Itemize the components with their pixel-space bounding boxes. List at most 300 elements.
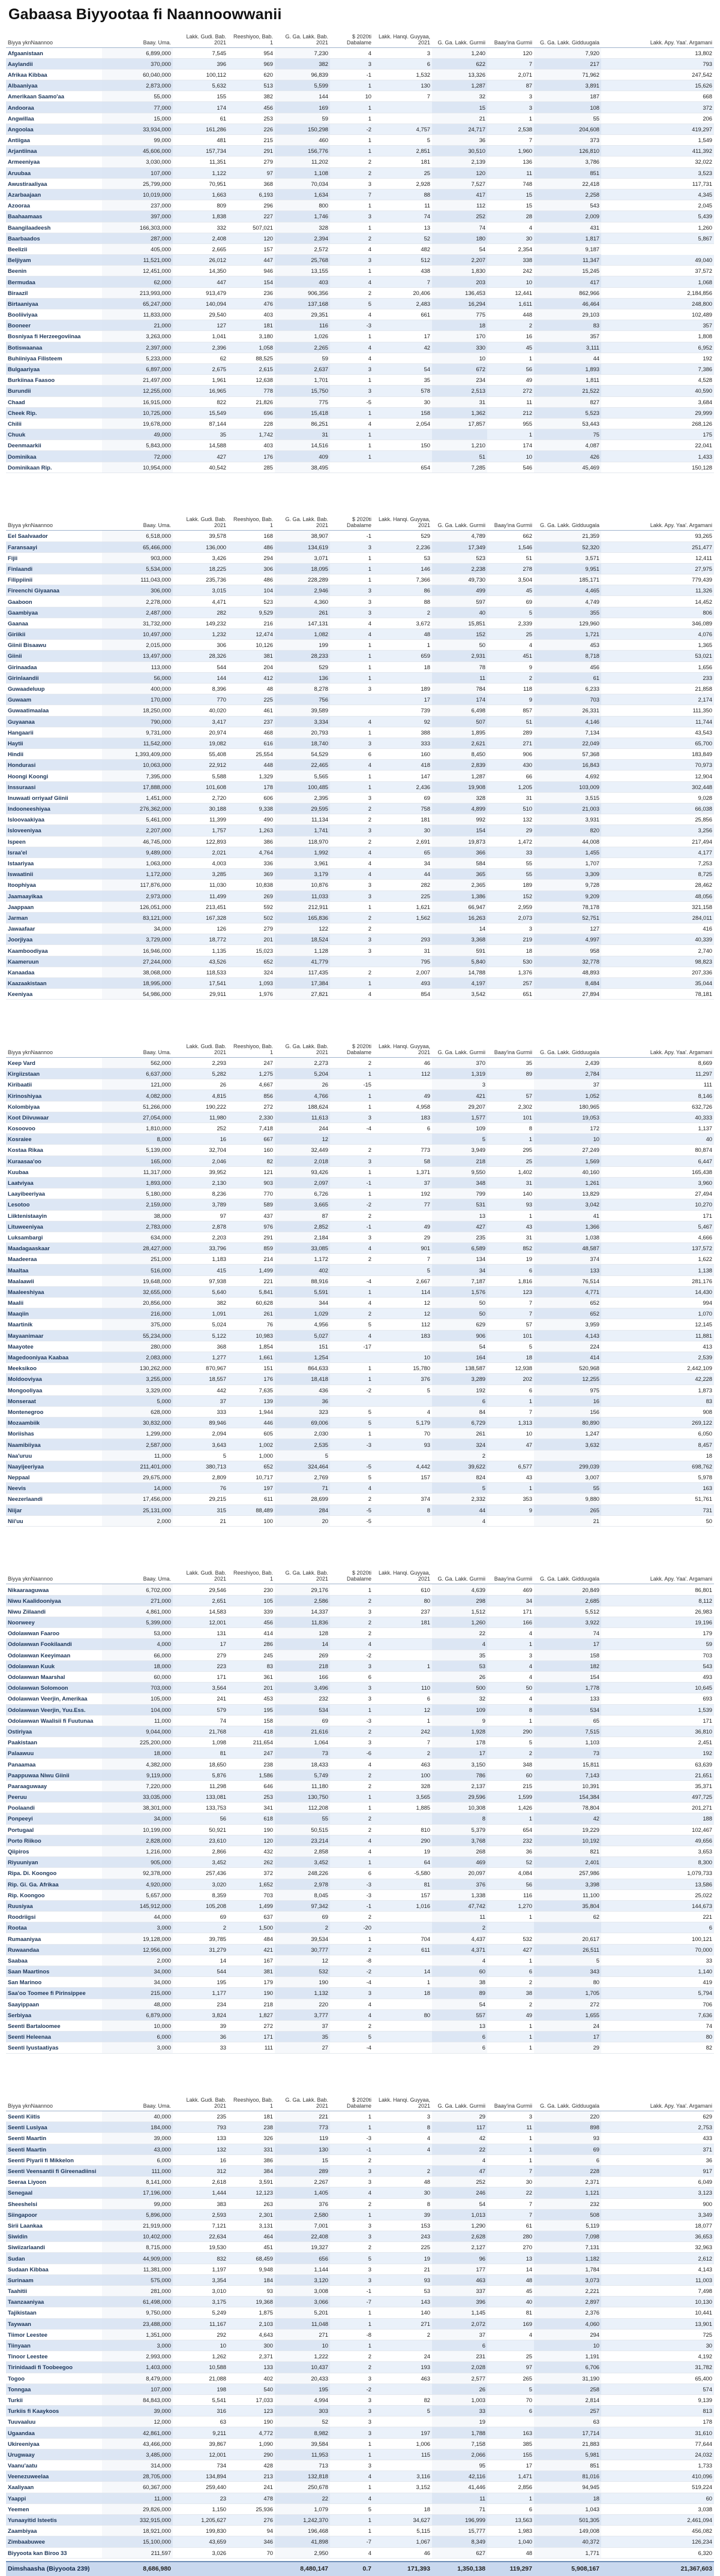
table-cell: 17: [534, 2032, 601, 2042]
table-cell: 3,038: [601, 2503, 714, 2514]
table-cell: 56: [173, 1813, 228, 1824]
table-cell: 5,201: [275, 2307, 330, 2318]
table-cell: 293: [373, 934, 432, 945]
table-cell: 46: [373, 2547, 432, 2558]
table-row: [6, 661, 714, 672]
table-cell: 4,076: [601, 629, 714, 640]
column-header: Lakk. Gudi. Bab. 2021: [173, 1564, 228, 1584]
table-cell: 49: [487, 2009, 534, 2020]
table-cell: 6,726: [275, 1188, 330, 1199]
table-cell: 2,332: [432, 1494, 487, 1504]
table-cell: 7: [487, 135, 534, 146]
table-cell: 1,079: [275, 2503, 330, 2514]
table-cell: 42: [534, 1813, 601, 1824]
table-cell: 126,051,000: [102, 901, 173, 912]
table-cell: 906: [432, 1330, 487, 1341]
table-cell: 1,433: [601, 451, 714, 462]
table-cell: 3,000: [102, 1922, 173, 1933]
table-cell: 47,742: [432, 1900, 487, 1911]
country-name: Keep Vard: [6, 1057, 102, 1068]
table-cell: 4: [330, 716, 373, 727]
country-name: Noorweey: [6, 1617, 102, 1628]
table-cell: 42,861,000: [102, 2427, 173, 2438]
table-cell: 290: [373, 1835, 432, 1846]
table-cell: 20,433: [275, 2373, 330, 2384]
column-header: Lakk. Hanqi. Guyyaa, 2021: [373, 1037, 432, 1057]
table-cell: 1: [487, 1395, 534, 1406]
table-cell: 810: [373, 1824, 432, 1835]
table-cell: 206: [601, 113, 714, 124]
country-name: Odolawwan Veerjin, Amerikaa: [6, 1693, 102, 1704]
table-cell: 10: [373, 1352, 432, 1362]
table-cell: 10,725,000: [102, 407, 173, 418]
table-cell: 52,320: [534, 541, 601, 552]
table-cell: 93: [373, 2274, 432, 2285]
table-cell: 33,085: [275, 1243, 330, 1254]
table-cell: 117,731: [601, 178, 714, 189]
table-cell: 263: [228, 2198, 275, 2209]
table-cell: 1,197: [173, 2264, 228, 2274]
table-cell: -15: [330, 1079, 373, 1090]
table-cell: 38,495: [275, 462, 330, 473]
table-cell: 101,608: [173, 781, 228, 792]
column-header: Baay'ina Gurmii: [487, 1037, 534, 1057]
table-header-row: [6, 27, 714, 47]
column-header: $ 2020ti Dabalame: [330, 510, 373, 531]
table-cell: 64: [373, 1857, 432, 1868]
table-cell: 16,946,000: [102, 945, 173, 956]
table-cell: 195: [173, 1977, 228, 1988]
column-header: $ 2020ti Dabalame: [330, 1037, 373, 1057]
table-cell: 10,588: [173, 2362, 228, 2373]
table-cell: 3: [330, 890, 373, 901]
table-cell: 29: [487, 825, 534, 836]
table-cell: 84,843,000: [102, 2394, 173, 2405]
country-name: Hondurasi: [6, 760, 102, 771]
table-cell: 30: [601, 2340, 714, 2351]
country-name: Paappuwaa Niwu Giinii: [6, 1770, 102, 1780]
table-cell: 18,418: [275, 1374, 330, 1385]
table-cell: 8,479,000: [102, 2373, 173, 2384]
table-cell: 112: [373, 1069, 432, 1079]
table-cell: 45,469: [534, 462, 601, 473]
table-cell: 262: [228, 1857, 275, 1868]
table-cell: 28,233: [275, 651, 330, 661]
table-cell: 5: [330, 1319, 373, 1330]
table-cell: 246: [432, 2187, 487, 2198]
table-row: [6, 2362, 714, 2373]
table-cell: 306,000: [102, 585, 173, 596]
table-row: [6, 1188, 714, 1199]
table-row: [6, 157, 714, 167]
country-name: Gaambiyaa: [6, 607, 102, 618]
table-cell: 3,922: [534, 1617, 601, 1628]
table-cell: 133: [534, 1265, 601, 1275]
column-header: Baay. Uma.: [102, 1037, 173, 1057]
table-cell: 1,242,370: [275, 2514, 330, 2525]
column-header: Baay. Uma.: [102, 1564, 173, 1584]
table-cell: 2: [330, 2351, 373, 2362]
table-cell: 756: [275, 694, 330, 705]
table-cell: 1,512: [432, 1606, 487, 1617]
table-cell: 646: [228, 1780, 275, 1791]
table-cell: 20,617: [534, 1933, 601, 1944]
table-cell: 5,249: [173, 2307, 228, 2318]
table-cell: 372: [228, 1868, 275, 1879]
table-cell: 6: [487, 2406, 534, 2416]
table-cell: [373, 2042, 432, 2053]
country-name: Seenti Bartaloomee: [6, 2020, 102, 2031]
table-cell: 11,351: [173, 157, 228, 167]
column-header: Lakk. Apy. Yaa'. Argamani: [601, 2091, 714, 2111]
country-name: Aruubaa: [6, 167, 102, 178]
table-cell: 1,393,409,000: [102, 749, 173, 760]
table-cell: 70: [373, 1428, 432, 1439]
table-cell: 227: [228, 211, 275, 222]
table-cell: 1,788: [432, 2427, 487, 2438]
column-header: G. Ga. Lakk. Bab. 2021: [275, 27, 330, 47]
table-cell: 154: [534, 1671, 601, 1682]
table-cell: 1: [330, 1166, 373, 1177]
table-cell: 13,497,000: [102, 651, 173, 661]
country-name: Maaleeshiyaa: [6, 1286, 102, 1297]
table-row: [6, 1660, 714, 1671]
total-value: 8,686,980: [102, 2562, 173, 2576]
table-cell: 4,082,000: [102, 1090, 173, 1101]
table-row: [6, 1584, 714, 1595]
country-name: Vaanu'aatu: [6, 2460, 102, 2471]
table-cell: 155: [487, 2449, 534, 2460]
country-name: Jaamaayikaa: [6, 890, 102, 901]
table-cell: 112: [373, 1319, 432, 1330]
table-cell: 1,063,000: [102, 857, 173, 868]
table-cell: 39,867: [173, 2438, 228, 2449]
table-cell: 60: [432, 1966, 487, 1977]
table-cell: 53,443: [534, 418, 601, 429]
country-name: Kaazaakistaan: [6, 978, 102, 989]
table-cell: 2,066: [432, 2449, 487, 2460]
table-cell: 11,298: [173, 1780, 228, 1791]
table-row: [6, 640, 714, 651]
table-cell: 2,436: [373, 781, 432, 792]
table-cell: 218: [432, 1155, 487, 1166]
table-row: [6, 1308, 714, 1319]
column-header: G. Ga. Lakk. Gurmii: [432, 27, 487, 47]
table-cell: 4,749: [534, 596, 601, 607]
table-row: [6, 1835, 714, 1846]
table-cell: 5,439: [601, 211, 714, 222]
table-cell: 284,011: [601, 912, 714, 923]
table-cell: 1,091: [173, 1308, 228, 1319]
table-cell: 4,345: [601, 189, 714, 200]
table-cell: 4,000: [102, 1639, 173, 1650]
country-name: Taanzaaniyaa: [6, 2297, 102, 2307]
table-cell: 30: [373, 2187, 432, 2198]
table-row: [6, 2547, 714, 2558]
table-cell: 14,337: [275, 1606, 330, 1617]
table-cell: 606: [228, 792, 275, 803]
table-cell: 37,572: [601, 266, 714, 276]
table-cell: 10,000: [102, 2020, 173, 2031]
table-cell: 117,435: [275, 967, 330, 977]
country-name: Togoo: [6, 2373, 102, 2384]
table-cell: 11,167: [173, 2318, 228, 2329]
table-cell: 40,000: [102, 2111, 173, 2122]
table-cell: 9,948: [228, 2264, 275, 2274]
table-cell: 49: [373, 1090, 432, 1101]
table-cell: 220: [534, 2111, 601, 2122]
table-cell: 7,098: [534, 2231, 601, 2242]
table-cell: 40: [487, 2297, 534, 2307]
table-cell: 118: [487, 683, 534, 694]
table-cell: 235,736: [173, 574, 228, 585]
table-cell: 2,072: [432, 2318, 487, 2329]
table-cell: 93,426: [275, 1166, 330, 1177]
table-cell: 16: [173, 1134, 228, 1145]
table-cell: 854: [373, 989, 432, 1000]
table-cell: 170,000: [102, 694, 173, 705]
table-cell: 40: [601, 1134, 714, 1145]
table-cell: 361: [228, 1671, 275, 1682]
table-cell: 109: [432, 1704, 487, 1715]
table-cell: 265: [534, 1504, 601, 1515]
table-cell: 3,643: [173, 1439, 228, 1450]
table-row: [6, 2514, 714, 2525]
table-cell: 8,450: [432, 749, 487, 760]
table-row: [6, 2274, 714, 2285]
table-cell: 523: [228, 596, 275, 607]
table-cell: 370: [432, 1057, 487, 1068]
table-cell: 4: [330, 342, 373, 353]
table-row: [6, 1868, 714, 1879]
table-row: [6, 1069, 714, 1079]
table-cell: 101: [487, 1330, 534, 1341]
table-cell: 53: [432, 1660, 487, 1671]
table-row: [6, 418, 714, 429]
table-cell: 217,494: [601, 836, 714, 847]
table-cell: 55: [487, 869, 534, 880]
table-row: [6, 956, 714, 967]
table-row: [6, 124, 714, 134]
table-cell: 51: [487, 552, 534, 563]
table-cell: 61,498,000: [102, 2297, 173, 2307]
table-cell: 1,778: [534, 1683, 601, 1693]
table-cell: 39,000: [102, 2406, 173, 2416]
table-cell: 29,675,000: [102, 1472, 173, 1483]
table-cell: 3,354: [173, 2274, 228, 2285]
table-cell: 52: [373, 233, 432, 243]
table-cell: 654: [373, 462, 432, 473]
table-cell: 9: [487, 661, 534, 672]
table-cell: 27,894: [534, 989, 601, 1000]
table-cell: 17,714: [534, 2427, 601, 2438]
table-cell: 2,651: [173, 1595, 228, 1606]
table-cell: 5: [432, 1483, 487, 1494]
table-cell: 10,130: [601, 2297, 714, 2307]
table-cell: 2: [330, 814, 373, 825]
table-cell: 2,839: [432, 760, 487, 771]
table-cell: 137,168: [275, 298, 330, 309]
table-cell: 1,144: [275, 2264, 330, 2274]
table-cell: 6,899,000: [102, 47, 173, 58]
table-cell: 174: [432, 694, 487, 705]
table-cell: 3,542: [432, 989, 487, 1000]
column-header: Lakk. Apy. Yaa'. Argamani: [601, 1037, 714, 1057]
table-cell: 71: [432, 2503, 487, 2514]
table-row: [6, 1286, 714, 1297]
table-cell: 5: [487, 1737, 534, 1748]
table-cell: 96,839: [275, 69, 330, 80]
table-cell: 167,328: [173, 912, 228, 923]
table-cell: 6,702,000: [102, 1584, 173, 1595]
table-cell: 418: [228, 1726, 275, 1737]
table-cell: [373, 451, 432, 462]
table-row: [6, 596, 714, 607]
table-cell: 248,226: [275, 1868, 330, 1879]
table-cell: 201,271: [601, 1802, 714, 1813]
table-cell: 272: [487, 386, 534, 396]
table-cell: 1,838: [173, 211, 228, 222]
table-cell: 11,134: [275, 814, 330, 825]
table-cell: -5: [330, 1515, 373, 1526]
table-cell: 11,347: [534, 255, 601, 266]
table-row: [6, 2297, 714, 2307]
table-cell: 2: [330, 1824, 373, 1835]
table-cell: 1: [373, 1660, 432, 1671]
country-name: Maadagaaskaar: [6, 1243, 102, 1254]
table-cell: 11,048: [275, 2318, 330, 2329]
table-cell: 2,828,000: [102, 1835, 173, 1846]
table-cell: 34: [432, 1265, 487, 1275]
table-cell: 3,289: [432, 1374, 487, 1385]
table-row: [6, 738, 714, 748]
table-cell: 280,000: [102, 1341, 173, 1352]
table-cell: 3,452: [173, 1857, 228, 1868]
table-cell: 30: [373, 396, 432, 407]
table-cell: 5,876: [173, 1770, 228, 1780]
table-cell: [373, 2416, 432, 2427]
table-cell: 1,472: [487, 836, 534, 847]
country-name: Seenti Iyustaatiyas: [6, 2042, 102, 2053]
table-row: [6, 869, 714, 880]
country-name: Riyuuniyan: [6, 1857, 102, 1868]
table-cell: 2,007: [373, 967, 432, 977]
table-cell: 60: [601, 2493, 714, 2503]
total-value: 21,367,603: [601, 2562, 714, 2576]
table-cell: [373, 2493, 432, 2503]
table-cell: 5,749: [275, 1770, 330, 1780]
country-name: Biyyoota kan Biroo 33: [6, 2547, 102, 2558]
table-cell: 381: [228, 1966, 275, 1977]
table-cell: 3: [330, 738, 373, 748]
column-header: G. Ga. Lakk. Gidduugala: [534, 27, 601, 47]
country-name: Maayotee: [6, 1341, 102, 1352]
table-cell: 26,983: [601, 1606, 714, 1617]
table-cell: -1: [330, 2144, 373, 2154]
table-cell: 1,928: [432, 1726, 487, 1737]
table-cell: 39,785: [173, 1933, 228, 1944]
table-cell: 259,440: [173, 2482, 228, 2493]
country-name: Angoolaa: [6, 124, 102, 134]
table-cell: 29,207: [432, 1101, 487, 1112]
table-cell: 115: [373, 2449, 432, 2460]
table-cell: 4: [330, 2547, 373, 2558]
table-cell: 3: [330, 363, 373, 374]
country-name: Bermudaa: [6, 276, 102, 287]
table-cell: 39: [373, 2209, 432, 2220]
country-name: Montenegroo: [6, 1406, 102, 1417]
table-cell: 228,289: [275, 574, 330, 585]
table-cell: 36: [275, 1395, 330, 1406]
table-cell: 41,898: [275, 2536, 330, 2547]
column-header: Reeshiyoo, Bab. 1: [228, 2091, 275, 2111]
table-cell: 469: [432, 1857, 487, 1868]
table-cell: 12,474: [228, 629, 275, 640]
table-cell: 236: [228, 287, 275, 298]
table-cell: 14,788: [432, 967, 487, 977]
table-cell: 2,856: [487, 2482, 534, 2493]
table-cell: 22: [275, 2493, 330, 2503]
table-cell: 18,095: [275, 563, 330, 574]
table-cell: 5: [330, 1472, 373, 1483]
table-row: [6, 1683, 714, 1693]
table-cell: 46,464: [534, 298, 601, 309]
table-cell: 19,196: [601, 1617, 714, 1628]
total-value: 171,393: [373, 2562, 432, 2576]
table-cell: 181: [373, 814, 432, 825]
table-cell: 1,771: [534, 2547, 601, 2558]
table-cell: 2: [173, 1922, 228, 1933]
table-cell: 66: [487, 771, 534, 781]
table-row: [6, 1759, 714, 1770]
country-name: Maalii: [6, 1298, 102, 1308]
table-cell: 323: [275, 1406, 330, 1417]
table-cell: 168: [228, 531, 275, 541]
table-cell: 11: [487, 2122, 534, 2133]
table-cell: 40,372: [534, 2536, 601, 2547]
table-cell: 197: [228, 1483, 275, 1494]
table-cell: 40,339: [601, 934, 714, 945]
table-cell: 40,590: [601, 386, 714, 396]
table-row: [6, 912, 714, 923]
table-cell: 809: [173, 200, 228, 211]
table-row: [6, 2373, 714, 2384]
table-cell: 731: [601, 1504, 714, 1515]
table-cell: 11,100: [534, 1889, 601, 1900]
table-cell: 93: [373, 1439, 432, 1450]
table-cell: [373, 353, 432, 363]
table-cell: 369: [228, 869, 275, 880]
country-name: Odolawwan Kuuk: [6, 1660, 102, 1671]
table-cell: 1: [487, 2020, 534, 2031]
table-cell: 1: [330, 1101, 373, 1112]
table-row: [6, 1748, 714, 1759]
table-cell: 693: [601, 1693, 714, 1704]
table-cell: [487, 1922, 534, 1933]
table-cell: 3: [330, 585, 373, 596]
country-name: Giinii Bisaawu: [6, 640, 102, 651]
table-cell: 69: [534, 2144, 601, 2154]
table-cell: 6: [601, 1922, 714, 1933]
table-cell: 5,978: [601, 1472, 714, 1483]
table-cell: 2,539: [601, 1352, 714, 1362]
section-gap: [6, 476, 714, 510]
table-cell: 44,008: [534, 836, 601, 847]
table-cell: 2,950: [275, 2547, 330, 2558]
table-row: [6, 1123, 714, 1134]
table-cell: 6: [373, 1123, 432, 1134]
table-cell: 2,814: [534, 2394, 601, 2405]
